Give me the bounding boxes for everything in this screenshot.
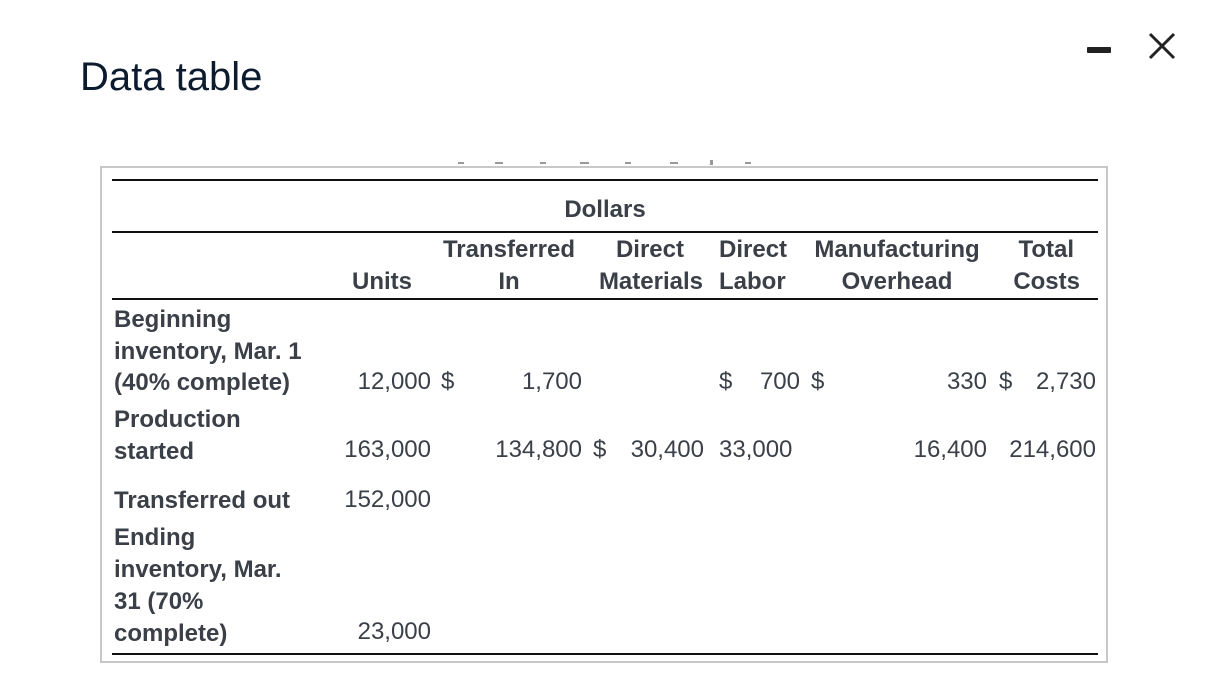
table-cell: $ bbox=[811, 368, 825, 395]
row-label-line: complete) bbox=[114, 620, 228, 647]
table-cell: $ bbox=[719, 368, 733, 395]
row-label-line: inventory, Mar. bbox=[114, 556, 282, 583]
col-direct-materials-2: Materials bbox=[598, 268, 703, 295]
table-cell: 16,400 bbox=[913, 436, 987, 463]
col-direct-labor-1: Direct bbox=[719, 236, 788, 263]
dialog-title: Data table bbox=[80, 55, 263, 99]
table-cell: 2,730 bbox=[1035, 368, 1096, 395]
table-cell: $ bbox=[999, 368, 1013, 395]
table-cell: 12,000 bbox=[357, 368, 431, 395]
table-cell: $ bbox=[593, 436, 607, 463]
scrolled-remnant bbox=[440, 150, 760, 170]
rule-under-dollars bbox=[112, 231, 1098, 233]
row-label-line: started bbox=[114, 438, 195, 465]
dollars-header: Dollars bbox=[564, 196, 646, 223]
table-cell: 163,000 bbox=[344, 436, 431, 463]
col-units: Units bbox=[352, 268, 412, 295]
row-label-line: Transferred out bbox=[114, 487, 291, 514]
rule-top bbox=[112, 179, 1098, 181]
col-total-costs-2: Costs bbox=[1013, 268, 1080, 295]
rule-under-headers bbox=[112, 298, 1098, 300]
row-label-line: 31 (70% bbox=[114, 588, 204, 615]
table-cell: 700 bbox=[759, 368, 800, 395]
table-cell: 134,800 bbox=[495, 436, 582, 463]
col-total-costs-1: Total bbox=[1018, 236, 1074, 263]
table-cell: 30,400 bbox=[630, 436, 704, 463]
close-icon[interactable] bbox=[1146, 30, 1178, 62]
table-cell: $ bbox=[441, 368, 455, 395]
row-label-line: Beginning bbox=[114, 306, 232, 333]
row-label-line: inventory, Mar. 1 bbox=[114, 338, 302, 365]
col-direct-materials-1: Direct bbox=[615, 236, 684, 263]
row-label-line: Ending bbox=[114, 524, 196, 551]
table-cell: 152,000 bbox=[344, 486, 431, 513]
table-cell: 330 bbox=[946, 368, 987, 395]
col-mfg-overhead-2: Overhead bbox=[841, 268, 953, 295]
table-cell: 33,000 bbox=[719, 436, 793, 463]
table-cell: 23,000 bbox=[357, 618, 431, 645]
table-cell: 214,600 bbox=[1009, 436, 1096, 463]
col-direct-labor-2: Labor bbox=[719, 268, 786, 295]
minimize-icon[interactable] bbox=[1087, 47, 1111, 53]
table-cell: 1,700 bbox=[521, 368, 582, 395]
col-transferred-in-1: Transferred bbox=[442, 236, 576, 263]
row-label-line: Production bbox=[114, 406, 241, 433]
row-label-line: (40% complete) bbox=[114, 369, 291, 396]
col-transferred-in-2: In bbox=[498, 268, 520, 295]
col-mfg-overhead-1: Manufacturing bbox=[814, 236, 980, 263]
rule-bottom bbox=[112, 653, 1098, 655]
